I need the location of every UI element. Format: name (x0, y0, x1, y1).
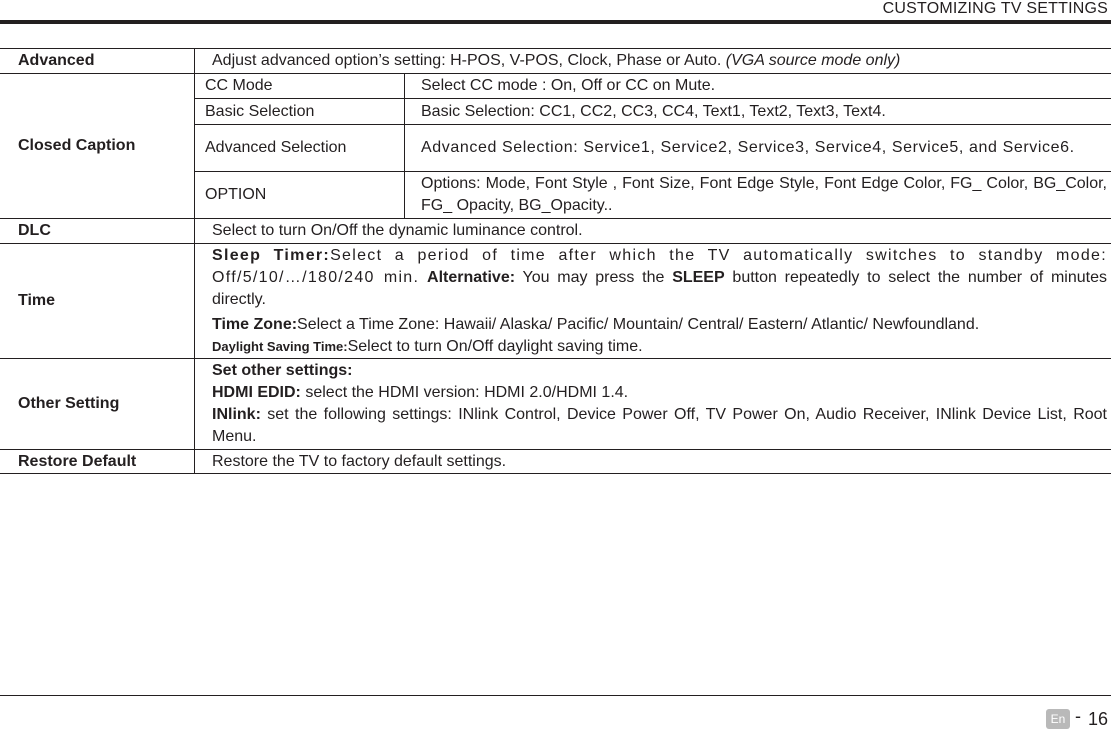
cc-mode-name: CC Mode (195, 74, 405, 99)
advanced-selection-desc: Advanced Selection: Service1, Service2, Service3, Service4, Service5, and Service6. (405, 125, 1111, 172)
daylight-saving-text: Select to turn On/Off daylight saving time. (347, 337, 643, 355)
basic-selection-name: Basic Selection (195, 99, 405, 125)
alternative-title: Alternative: (427, 268, 516, 286)
desc-advanced (195, 49, 1111, 74)
daylight-saving-line (212, 336, 1107, 358)
desc-restore-default: Restore the TV to factory default settings. (195, 450, 1111, 474)
desc-dlc: Select to turn On/Off the dynamic luminance control. (195, 219, 1111, 244)
row-cc-mode (0, 74, 1111, 99)
header-rule (0, 20, 1111, 24)
hdmi-edid-title: HDMI EDID: (212, 384, 301, 401)
label-dlc: DLC (0, 219, 195, 244)
label-time: Time (0, 244, 195, 359)
row-other-setting (0, 359, 1111, 450)
hdmi-edid-text: select the HDMI version: HDMI 2.0/HDMI 1.4. (305, 384, 629, 401)
option-desc: Options: Mode, Font Style , Font Size, Font Edge Style, Font Edge Color, FG_ Color, BG_Color, FG_ Opacity, BG_Opacity.. (405, 172, 1111, 219)
time-zone-text: Select a Time Zone: Hawaii/ Alaska/ Pacific/ Mountain/ Central/ Eastern/ Atlantic/ Newfoundland. (297, 315, 980, 333)
basic-selection-desc: Basic Selection: CC1, CC2, CC3, CC4, Text1, Text2, Text3, Text4. (405, 99, 1111, 125)
label-other-setting: Other Setting (0, 359, 195, 450)
label-advanced: Advanced (0, 49, 195, 74)
page-number-dash: - (1075, 706, 1081, 726)
label-closed-caption: Closed Caption (0, 74, 195, 219)
other-heading: Set other settings: (212, 362, 353, 379)
footer-rule (0, 695, 1111, 696)
row-time (0, 244, 1111, 359)
time-zone-title: Time Zone: (212, 315, 298, 333)
language-badge: En (1046, 709, 1070, 729)
row-advanced (0, 49, 1111, 74)
sleep-timer-title: Sleep Timer: (212, 246, 331, 264)
time-zone-line (212, 314, 1107, 336)
label-restore-default: Restore Default (0, 450, 195, 474)
inlink-text: set the following settings: INlink Control, Device Power Off, TV Power On, Audio Receiver, INlink Device List, Root Menu. (212, 406, 1107, 445)
daylight-saving-title: Daylight Saving Time: (212, 338, 348, 354)
desc-time (195, 244, 1111, 359)
hdmi-edid-line (212, 382, 1107, 404)
option-name: OPTION (195, 172, 405, 219)
inlink-line (212, 404, 1107, 448)
alternative-text-2: button repeatedly to select the number of minutes directly. (212, 268, 1107, 308)
settings-table (0, 48, 1111, 474)
cc-mode-desc: Select CC mode : On, Off or CC on Mute. (405, 74, 1111, 99)
row-restore-default (0, 450, 1111, 474)
alternative-text-1: You may press the (522, 268, 665, 286)
page-number: 16 (1088, 709, 1109, 729)
sleep-timer-text: Select a period of time after which the TV automatically switches to standby mode: Off/5/10/…/180/240 min. (212, 246, 1108, 286)
advanced-text: Adjust advanced option’s setting: H-POS, V-POS, Clock, Phase or Auto. (212, 52, 722, 69)
row-dlc (0, 219, 1111, 244)
desc-other-setting (195, 359, 1111, 450)
advanced-note: (VGA source mode only) (725, 52, 901, 69)
sleep-key: SLEEP (672, 268, 725, 286)
inlink-title: INlink: (212, 406, 261, 423)
page-header-title: CUSTOMIZING TV SETTINGS (882, 0, 1108, 17)
advanced-selection-name: Advanced Selection (195, 125, 405, 172)
sleep-timer-paragraph (212, 245, 1107, 311)
